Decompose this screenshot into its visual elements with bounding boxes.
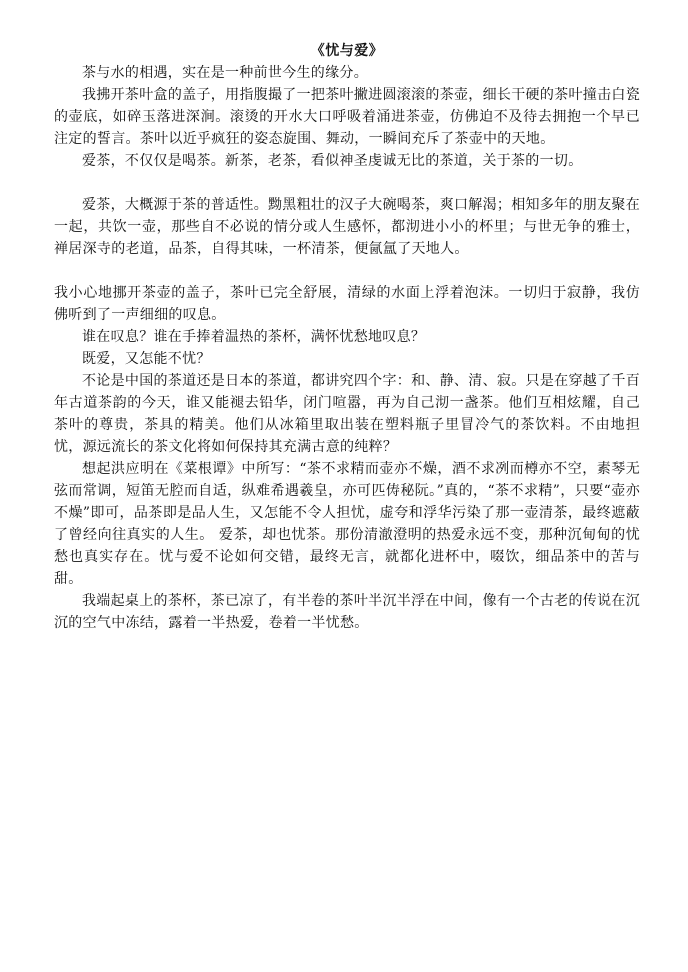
paragraph-5: 我小心地挪开茶壶的盖子，茶叶已完全舒展，清绿的水面上浮着泡沫。一切归于寂静，我仿佛听到了一声细细的叹息。	[54, 285, 640, 323]
paragraph-8: 不论是中国的茶道还是日本的茶道，都讲究四个字：和、静、清、寂。只是在穿越了千百年古道茶韵的今天，谁又能褪去铅华，闭门喧嚣，再为自己沏一盏茶。他们互相炫耀，自己茶叶的尊贵，茶具的精美。他们从冰箱里取出装在塑料瓶子里冒冷气的茶饮料。不由地担忧，源远流长的茶文化将如何保持其充满古意的纯粹？	[54, 373, 640, 455]
paragraph-spacer	[54, 260, 640, 282]
paragraph-7: 既爱，又怎能不忧？	[82, 351, 211, 367]
paragraph-6: 谁在叹息？谁在手捧着温热的茶杯，满怀忧愁地叹息？	[82, 329, 426, 345]
document-page	[54, 40, 640, 634]
paragraph-9: 想起洪应明在《菜根谭》中所写：“茶不求精而壶亦不燥，酒不求冽而樽亦不空，素琴无弦而常调，短笛无腔而自适，纵难希遇羲皇，亦可匹俦秘阮。”真的，“茶不求精”，只要“壶亦不燥”即可，品茶即是品人生，又怎能不令人担忧，虚夸和浮华污染了那一壶清茶，最终遮蔽了曾经向往真实的人生。 爱茶，却也忧茶。那份清澈澄明的热爱永远不变，那种沉甸甸的忧愁也真实存在。忧与爱不论如何交错，最终无言，就都化进杯中，啜饮，细品茶中的苦与甜。	[54, 461, 640, 587]
paragraph-3: 爱茶，不仅仅是喝茶。新茶，老茶，看似神圣虔诚无比的茶道，关于茶的一切。	[82, 153, 583, 169]
paragraph-1: 茶与水的相遇，实在是一种前世今生的缘分。	[82, 65, 368, 81]
paragraph-4: 爱茶，大概源于茶的普适性。黝黑粗壮的汉子大碗喝茶，爽口解渴；相知多年的朋友聚在一起，共饮一壶，那些自不必说的情分或人生感怀，都沏进小小的杯里；与世无争的雅士，禅居深寺的老道，品茶，自得其味，一杯清茶，便氤氲了天地人。	[54, 197, 640, 257]
document-title: 《忧与爱》	[310, 43, 384, 59]
paragraph-spacer	[54, 172, 640, 194]
paragraph-2: 我拂开茶叶盒的盖子，用指腹撮了一把茶叶撇进圆滚滚的茶壶，细长干硬的茶叶撞击白瓷的壶底，如碎玉落进深涧。滚烫的开水大口呼吸着涌进茶壶，仿佛迫不及待去拥抱一个早已注定的誓言。茶叶以近乎疯狂的姿态旋围、舞动，一瞬间充斥了茶壶中的天地。	[54, 87, 640, 147]
paragraph-10: 我端起桌上的茶杯，茶已凉了，有半卷的茶叶半沉半浮在中间，像有一个古老的传说在沉沉的空气中冻结，露着一半热爱，卷着一半忧愁。	[54, 593, 640, 631]
